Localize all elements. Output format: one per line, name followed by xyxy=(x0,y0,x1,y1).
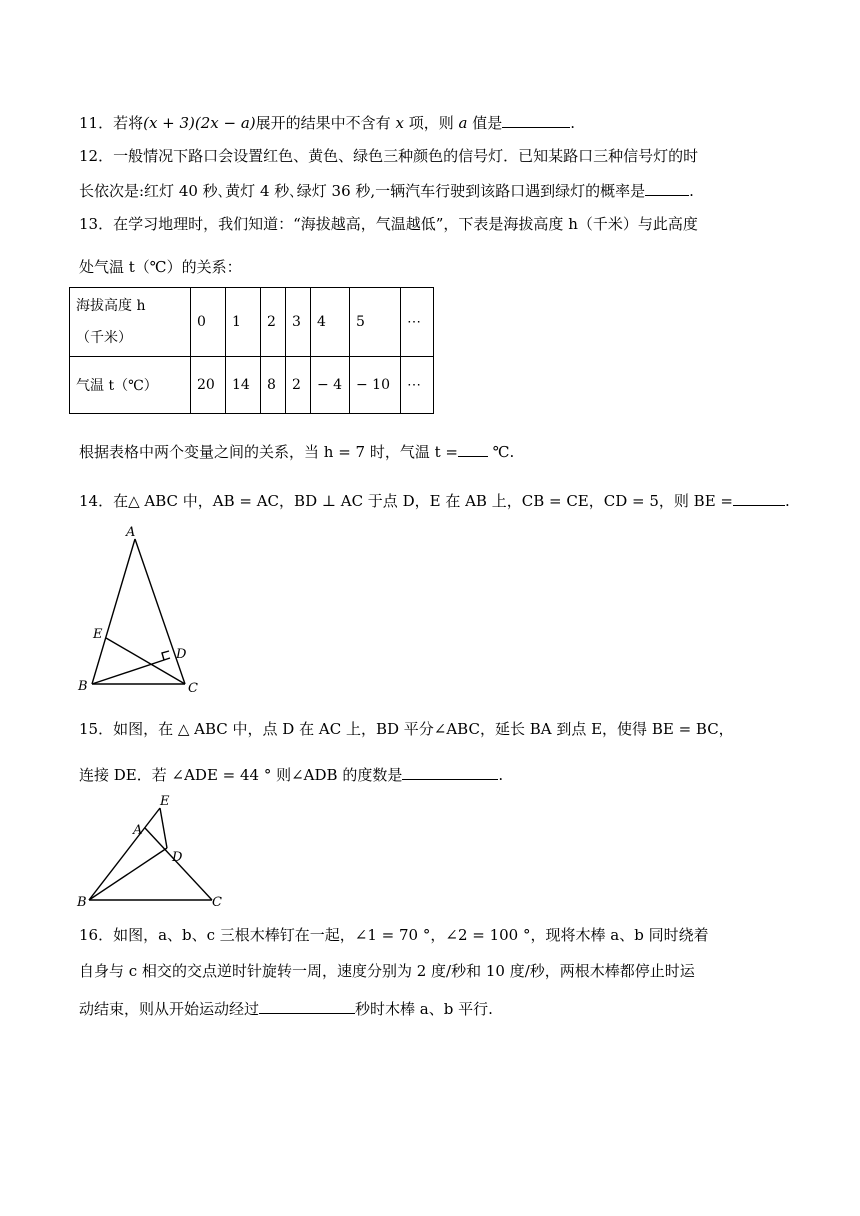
q13-after xyxy=(79,441,514,462)
table-cell: ⋯ xyxy=(401,357,434,414)
q11-end: . xyxy=(570,114,576,132)
label-b: B xyxy=(77,895,87,910)
label-d: D xyxy=(176,647,187,662)
q15-end: . xyxy=(498,766,504,784)
q11-line xyxy=(79,112,575,133)
segment-ac xyxy=(135,539,185,684)
q15-figure xyxy=(74,790,234,912)
table-row xyxy=(70,357,434,414)
q11-mid: 展开的结果中不含有 xyxy=(255,114,391,132)
q13-table xyxy=(69,287,434,414)
segment-bd xyxy=(92,658,170,684)
label-e: E xyxy=(93,627,103,642)
q11-prefix: 11．若将 xyxy=(79,114,144,132)
q12-line2 xyxy=(79,180,694,201)
label-d: D xyxy=(172,850,183,865)
label-a: A xyxy=(126,525,136,540)
q15-line2 xyxy=(79,764,503,785)
table-cell: 8 xyxy=(261,357,286,414)
q15-line1: 15．如图，在 △ ABC 中，点 D 在 AC 上，BD 平分∠ABC，延长 BA 到点 E，使得 BE = BC， xyxy=(79,720,734,738)
table-cell: ⋯ xyxy=(401,288,434,357)
q13-line2: 处气温 t（℃）的关系： xyxy=(79,258,242,276)
q11-answer-blank[interactable] xyxy=(502,112,570,128)
q16-line3-b: 秒时木棒 a、b 平行. xyxy=(355,1000,493,1018)
segment-bd xyxy=(89,848,167,900)
segment-be xyxy=(89,808,160,900)
q16-line3 xyxy=(79,998,493,1019)
altitude-header-b: （千米） xyxy=(76,330,132,346)
table-row xyxy=(70,288,434,357)
q14-line xyxy=(79,490,790,511)
table-cell: 1 xyxy=(226,288,261,357)
table-header-altitude xyxy=(70,288,191,357)
segment-ec xyxy=(160,808,167,848)
q12-answer-blank[interactable] xyxy=(645,180,689,196)
q13-line1: 13．在学习地理时，我们知道：“海拔越高，气温越低”，下表是海拔高度 h（千米）与此高度 xyxy=(79,215,698,233)
table-cell: 2 xyxy=(286,357,311,414)
table-cell: 14 xyxy=(226,357,261,414)
table-cell: − 4 xyxy=(311,357,350,414)
q13-after-text: 根据表格中两个变量之间的关系，当 h = 7 时，气温 t = xyxy=(79,443,458,461)
q11-var-a: a xyxy=(458,114,468,132)
table-cell: − 10 xyxy=(350,357,401,414)
q11-var-x: x xyxy=(395,114,404,132)
segment-ab xyxy=(92,539,135,684)
q13-answer-blank[interactable] xyxy=(458,441,488,457)
table-header-temperature: 气温 t（℃） xyxy=(70,357,191,414)
label-c: C xyxy=(188,681,198,696)
q14-figure xyxy=(74,522,214,698)
q12-line2-text: 长依次是:红灯 40 秒､黄灯 4 秒､绿灯 36 秒,一辆汽车行驶到该路口遇到绿灯的概率是 xyxy=(79,182,646,200)
table-cell: 3 xyxy=(286,288,311,357)
q16-line3-a: 动结束，则从开始运动经过 xyxy=(79,1000,260,1018)
q11-expression: (x + 3)(2x − a) xyxy=(143,114,256,132)
q14-end: . xyxy=(784,492,790,510)
table-cell: 4 xyxy=(311,288,350,357)
altitude-header-a: 海拔高度 h xyxy=(76,298,146,314)
q15-answer-blank[interactable] xyxy=(402,764,498,780)
q16-line1: 16．如图，a、b、c 三根木棒钉在一起，∠1 = 70 °，∠2 = 100 °，现将木棒 a、b 同时绕着 xyxy=(79,926,709,944)
q16-line2: 自身与 c 相交的交点逆时针旋转一周，速度分别为 2 度/秒和 10 度/秒，两根木棒都停止时运 xyxy=(79,962,695,980)
label-c: C xyxy=(212,895,222,910)
table-cell: 5 xyxy=(350,288,401,357)
segment-ce xyxy=(106,638,185,684)
q14-answer-blank[interactable] xyxy=(733,490,785,506)
q12-line1: 12．一般情况下路口会设置红色、黄色、绿色三种颜色的信号灯．已知某路口三种信号灯的时 xyxy=(79,147,699,165)
q13-unit: ℃. xyxy=(492,443,515,461)
q16-answer-blank[interactable] xyxy=(259,998,355,1014)
table-cell: 0 xyxy=(191,288,226,357)
q15-line2-text: 连接 DE．若 ∠ADE = 44 ° 则∠ADB 的度数是 xyxy=(79,766,403,784)
q14-text: 14．在△ ABC 中，AB = AC，BD ⊥ AC 于点 D，E 在 AB 上，CB = CE，CD = 5，则 BE = xyxy=(79,492,733,510)
label-b: B xyxy=(78,679,88,694)
label-e: E xyxy=(160,794,170,809)
q11-suffix: 值是 xyxy=(472,114,503,132)
table-cell: 2 xyxy=(261,288,286,357)
q11-mid2: 项，则 xyxy=(408,114,454,132)
table-cell: 20 xyxy=(191,357,226,414)
label-a: A xyxy=(133,823,143,838)
q12-end: . xyxy=(689,182,694,200)
